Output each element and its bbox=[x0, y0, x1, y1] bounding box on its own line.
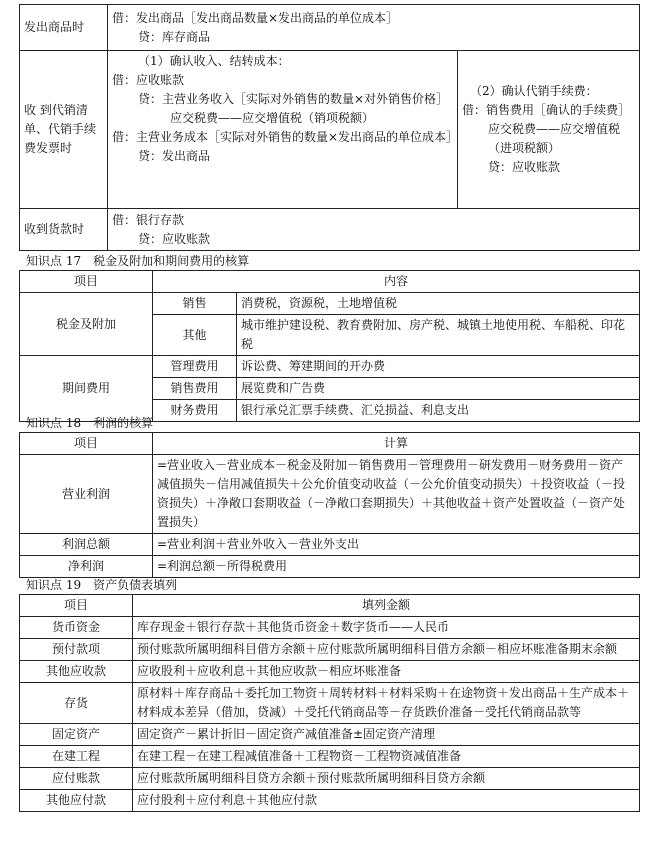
sub-label: 管理费用 bbox=[153, 356, 237, 378]
content-cell: 库存现金＋银行存款＋其他货币资金＋数字货币——人民币 bbox=[133, 617, 640, 639]
entry-line: 借：销售费用［确认的手续费］ bbox=[462, 103, 631, 117]
row-label: 固定资产 bbox=[20, 724, 133, 746]
content-cell: 在建工程－在建工程减值准备＋工程物资－工程物资减值准备 bbox=[133, 746, 640, 768]
content-cell: 应付股利＋应付利息＋其他应付款 bbox=[133, 790, 640, 812]
row-label: 预付款项 bbox=[20, 639, 133, 661]
table-row bbox=[20, 661, 640, 683]
entry-cell bbox=[108, 209, 640, 251]
content-cell: 消费税，资源税，土地增值税 bbox=[237, 293, 640, 315]
table-row bbox=[20, 5, 640, 51]
header-cell: 填列金额 bbox=[133, 595, 640, 617]
table-row bbox=[20, 639, 640, 661]
content-cell: 银行承兑汇票手续费、汇兑损益、利息支出 bbox=[237, 400, 640, 422]
entry-line: 贷：发出商品 bbox=[138, 149, 211, 163]
content-cell: 诉讼费、筹建期间的开办费 bbox=[237, 356, 640, 378]
content-cell: 应收股利＋应收利息＋其他应收款－相应坏账准备 bbox=[133, 661, 640, 683]
sub-label: 销售 bbox=[153, 293, 237, 315]
row-label: 其他应收款 bbox=[20, 661, 133, 683]
entry-line: 借：应收账款 bbox=[112, 73, 185, 87]
header-cell: 项目 bbox=[20, 271, 153, 293]
row-label: 营业利润 bbox=[20, 455, 153, 534]
entry-line: 应交税费——应交增值税（销项税额） bbox=[170, 111, 375, 125]
row-label: 其他应付款 bbox=[20, 790, 133, 812]
sub-label: 其他 bbox=[153, 315, 237, 356]
table-row bbox=[20, 51, 640, 209]
table-row bbox=[20, 356, 640, 378]
header-cell: 项目 bbox=[20, 433, 153, 455]
row-label: 应付账款 bbox=[20, 768, 133, 790]
row-label: 收 到代销清单、代销手续费发票时 bbox=[20, 51, 108, 209]
content-cell: 固定资产－累计折旧－固定资产减值准备±固定资产清理 bbox=[133, 724, 640, 746]
table-row bbox=[20, 768, 640, 790]
content-cell: 城市维护建设税、教育费附加、房产税、城镇土地使用税、车船税、印花税 bbox=[237, 315, 640, 356]
entry-line: 借：发出商品［发出商品数量×发出商品的单位成本］ bbox=[112, 10, 399, 25]
row-label: 收到货款时 bbox=[20, 209, 108, 251]
content-cell: =营业利润＋营业外收入－营业外支出 bbox=[153, 534, 640, 556]
row-label: 利润总额 bbox=[20, 534, 153, 556]
entry-cell bbox=[108, 5, 640, 51]
entry-line: （2）确认代销手续费： bbox=[470, 84, 598, 98]
row-label: 货币资金 bbox=[20, 617, 133, 639]
table-row bbox=[20, 293, 640, 315]
table-row bbox=[20, 534, 640, 556]
sub-label: 财务费用 bbox=[153, 400, 237, 422]
table-row bbox=[20, 455, 640, 534]
header-cell: 内容 bbox=[153, 271, 640, 293]
content-cell: =利润总额－所得税费用 bbox=[153, 556, 640, 578]
table-header bbox=[20, 433, 640, 455]
table-row bbox=[20, 209, 640, 251]
table-row bbox=[20, 746, 640, 768]
header-cell: 计算 bbox=[153, 433, 640, 455]
content-cell: 展览费和广告费 bbox=[237, 378, 640, 400]
row-label: 税金及附加 bbox=[20, 293, 153, 356]
entry-line: （1）确认收入、结转成本： bbox=[138, 54, 290, 68]
content-cell: 原材料＋库存商品＋委托加工物资＋周转材料＋材料采购＋在途物资＋发出商品＋生产成本＋材料成本差异（借加，贷减）＋受托代销商品等－存货跌价准备－受托代销商品款等 bbox=[133, 683, 640, 724]
content-cell: =营业收入－营业成本－税金及附加－销售费用－管理费用－研发费用－财务费用－资产减值损失－信用减值损失＋公允价值变动收益（－公允价值变动损失）＋投资收益（－投资损失）＋净敞口套期收益（－净敞口套期损失）＋其他收益＋资产处置收益（－资产处置损失） bbox=[153, 455, 640, 534]
entry-line: 贷：应收账款 bbox=[488, 160, 561, 174]
profit-table bbox=[19, 432, 640, 578]
tax-expense-table bbox=[19, 270, 640, 422]
table-header bbox=[20, 271, 640, 293]
entry-line: 应交税费——应交增值税（进项税额） bbox=[488, 122, 621, 155]
entry-line: 贷：库存商品 bbox=[138, 29, 211, 44]
entry-line: 借：主营业务成本［实际对外销售的数量×发出商品的单位成本］ bbox=[112, 130, 459, 144]
table-row bbox=[20, 724, 640, 746]
table-row bbox=[20, 617, 640, 639]
table-row bbox=[20, 683, 640, 724]
entry-cell bbox=[458, 51, 640, 209]
balance-sheet-table bbox=[19, 594, 640, 812]
entry-line: 贷：应收账款 bbox=[138, 231, 211, 246]
table-header bbox=[20, 595, 640, 617]
row-label: 存货 bbox=[20, 683, 133, 724]
table-row bbox=[20, 556, 640, 578]
content-cell: 预付账款所属明细科目借方余额＋应付账款所属明细科目借方余额－相应坏账准备期末余额 bbox=[133, 639, 640, 661]
row-label: 发出商品时 bbox=[20, 5, 108, 51]
entry-line: 借：银行存款 bbox=[112, 212, 185, 227]
content-cell: 应付账款所属明细科目贷方余额＋预付账款所属明细科目贷方余额 bbox=[133, 768, 640, 790]
entry-line: 贷：主营业务收入［实际对外销售的数量×对外销售价格］ bbox=[138, 92, 449, 106]
row-label: 在建工程 bbox=[20, 746, 133, 768]
table-row bbox=[20, 790, 640, 812]
row-label: 期间费用 bbox=[20, 356, 153, 422]
section-title: 知识点 19 资产负债表填列 bbox=[26, 578, 178, 592]
consignment-table bbox=[19, 4, 640, 251]
header-cell: 项目 bbox=[20, 595, 133, 617]
section-title: 知识点 18 利润的核算 bbox=[26, 416, 154, 430]
entry-cell bbox=[108, 51, 458, 209]
row-label: 净利润 bbox=[20, 556, 153, 578]
section-title: 知识点 17 税金及附加和期间费用的核算 bbox=[26, 254, 250, 268]
sub-label: 销售费用 bbox=[153, 378, 237, 400]
